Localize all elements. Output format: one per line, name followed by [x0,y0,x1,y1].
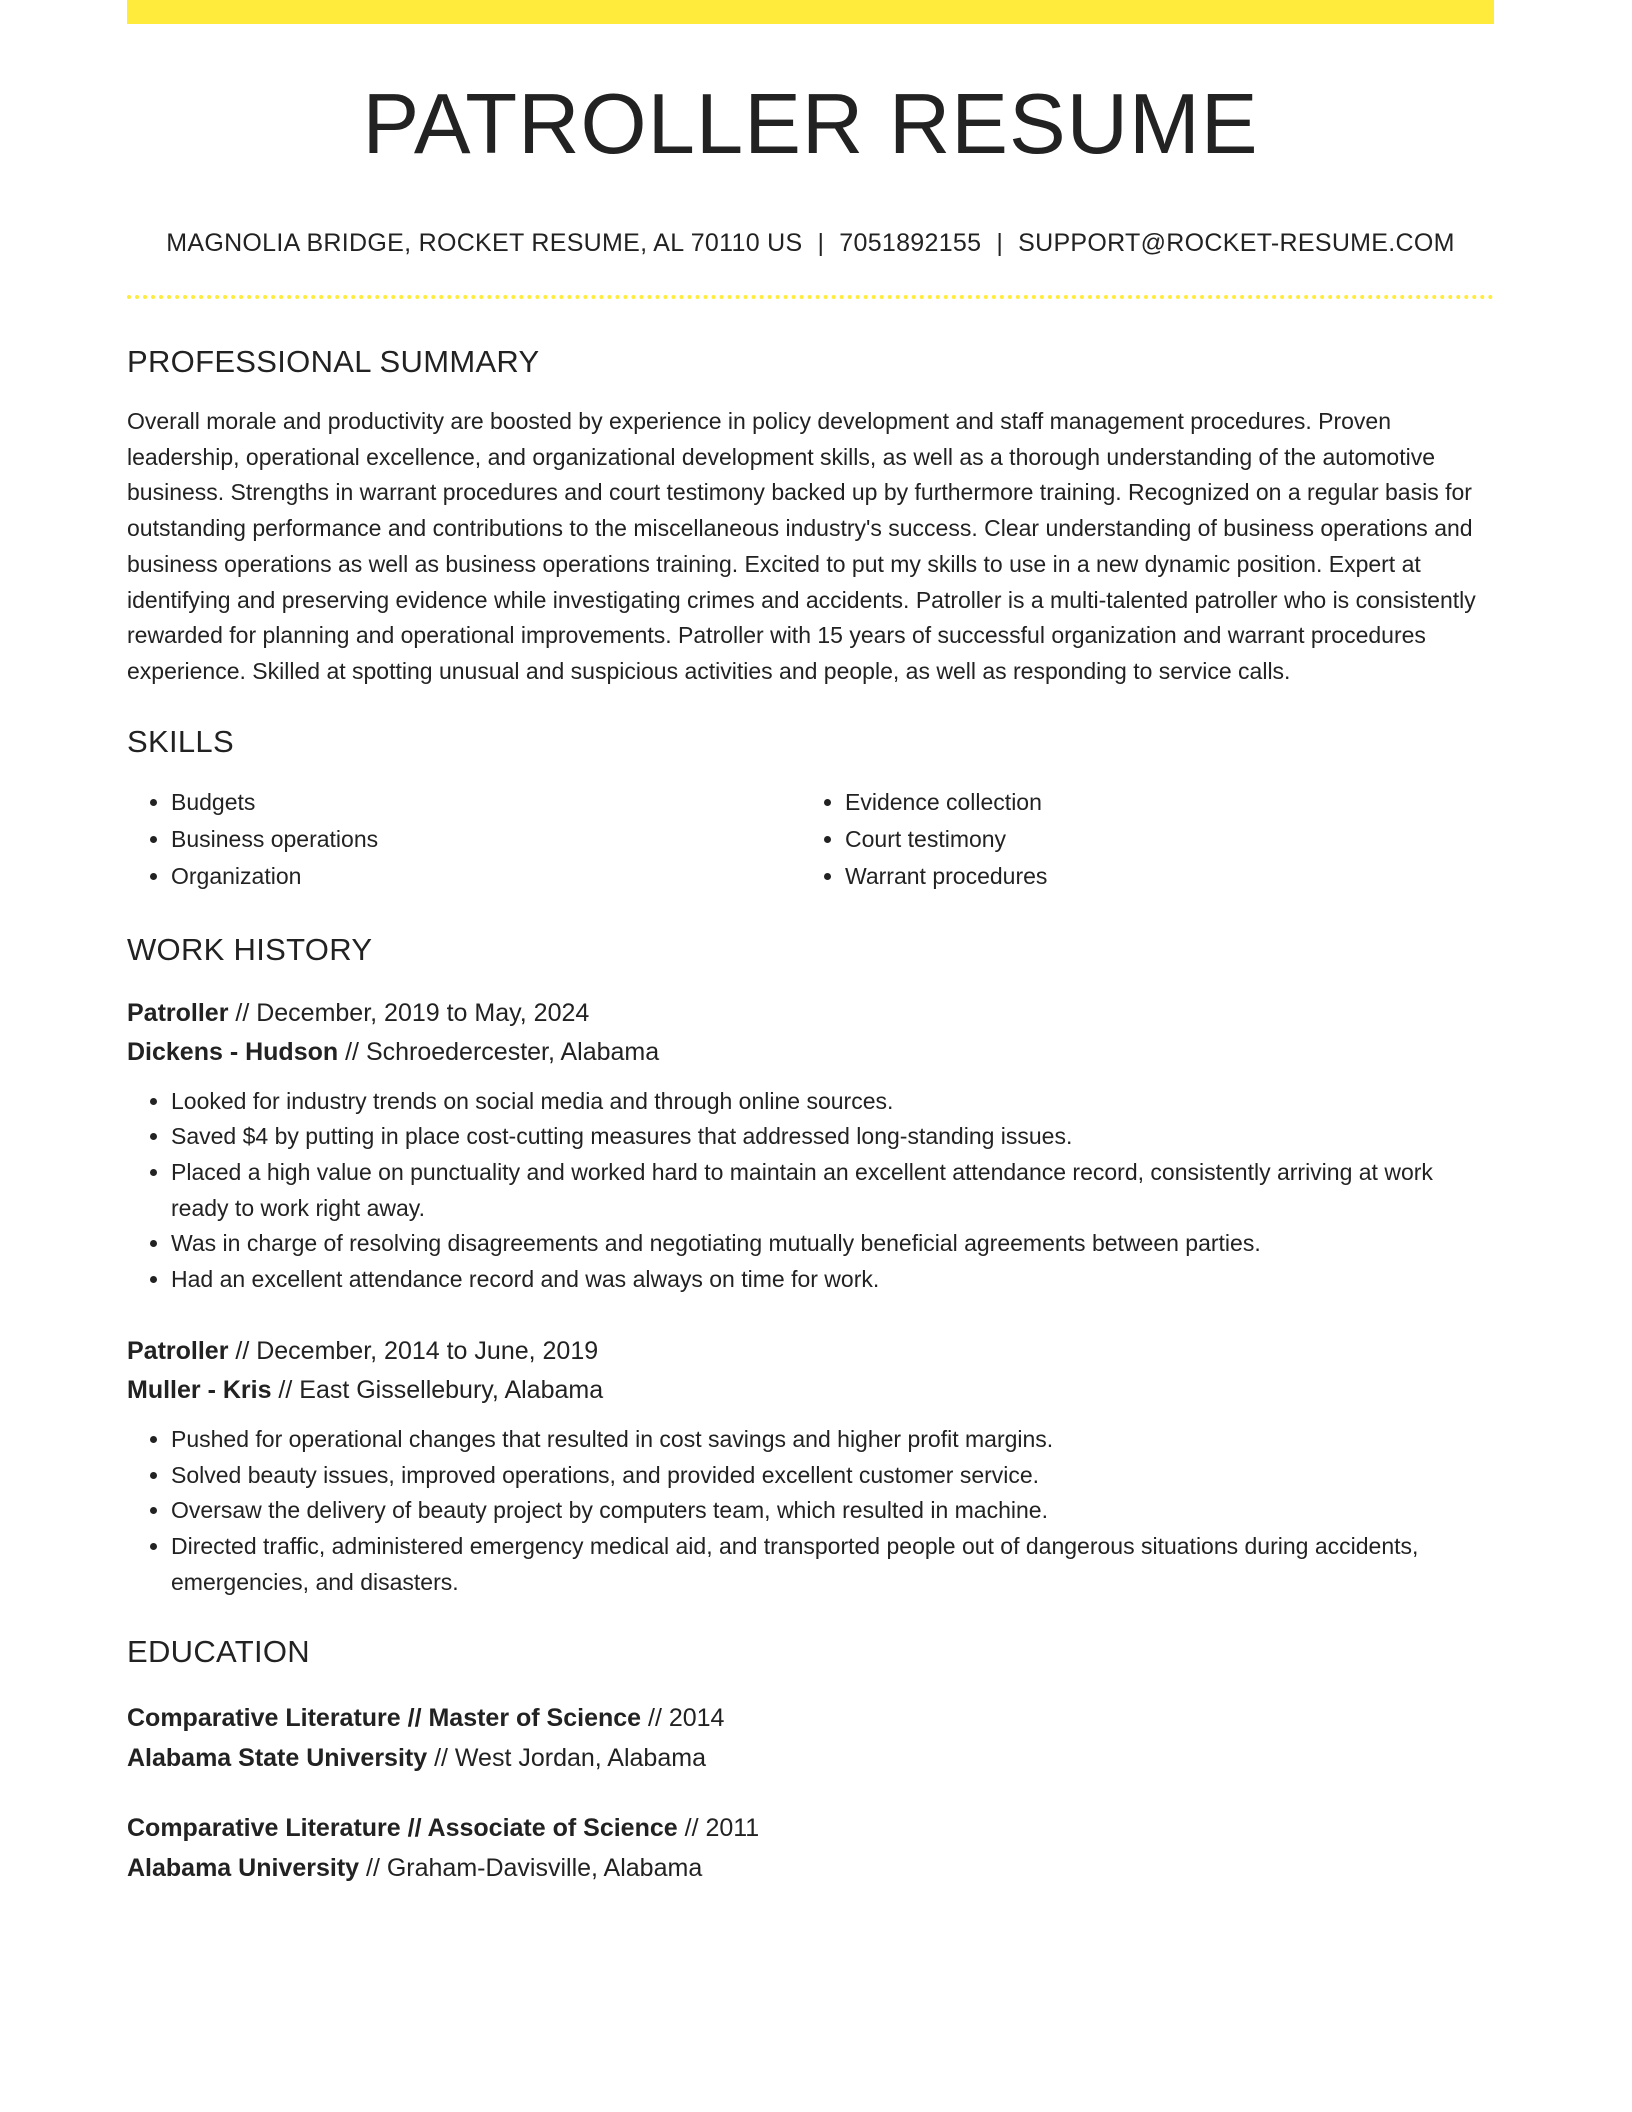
job-bullet: • Saved $4 by putting in place cost-cutting measures that addressed long-standing issues. [171,1119,1494,1155]
job-dates: // December, 2019 to May, 2024 [228,998,590,1027]
contact-separator: | [996,229,1004,257]
education-degree: Comparative Literature // Master of Science [127,1704,642,1733]
education-entry [127,1698,1494,1778]
job-location: // Schroedercester, Alabama [338,1037,660,1066]
contact-phone: 7051892155 [839,229,982,257]
skill-item: • Business operations [171,821,801,858]
job-entry [127,1332,1494,1601]
job-bullets [127,1422,1494,1601]
contact-separator: | [817,229,825,257]
skill-item: • Organization [171,858,801,895]
job-title-line [127,1332,1494,1371]
job-bullet: • Pushed for operational changes that resulted in cost savings and higher profit margins. [171,1422,1494,1458]
job-entry [127,994,1494,1298]
job-location: // East Gissellebury, Alabama [271,1375,604,1404]
job-dates: // December, 2014 to June, 2019 [228,1336,599,1365]
education-year: // 2011 [677,1814,760,1843]
section-title-skills: SKILLS [127,723,234,759]
job-bullet: • Oversaw the delivery of beauty project by computers team, which resulted in machine. [171,1493,1494,1529]
education-degree-line [127,1698,1494,1738]
education-school: Alabama University [127,1854,360,1883]
accent-top-bar [127,0,1494,24]
summary-text: Overall morale and productivity are boosted by experience in policy development and staff management procedures. Proven leadership, operational excellence, and organizational development skills, as well as a thorough understanding of the automotive business. Strengths in warrant procedures and court testimony backed up by furthermore training. Recognized on a regular basis for outstanding performance and contributions to the miscellaneous industry's success. Clear understanding of business operations and business operations as well as business operations training. Excited to put my skills to use in a new dynamic position. Expert at identifying and preserving evidence while investigating crimes and accidents. Patroller is a multi-talented patroller who is consistently rewarded for planning and operational improvements. Patroller with 15 years of successful organization and warrant procedures experience. Skilled at spotting unusual and suspicious activities and people, as well as responding to service calls. [127,408,1476,684]
contact-line [127,229,1494,258]
job-title-line [127,994,1494,1033]
job-bullet: • Placed a high value on punctuality and worked hard to maintain an excellent attendance record, consistently arriving at work ready to work right away. [171,1155,1494,1226]
skills-list [127,784,1494,895]
education-year: // 2014 [641,1704,725,1733]
contact-email: SUPPORT@ROCKET-RESUME.COM [1018,229,1455,257]
skill-item: • Budgets [171,784,801,821]
resume-title: PATROLLER RESUME [362,77,1259,172]
job-company-line [127,1033,1494,1072]
job-company-line [127,1371,1494,1410]
job-bullet: • Had an excellent attendance record and was always on time for work. [171,1262,1494,1298]
job-title: Patroller [127,1336,229,1365]
job-bullet: • Was in charge of resolving disagreements and negotiating mutually beneficial agreements between parties. [171,1226,1494,1262]
education-degree: Comparative Literature // Associate of Science [127,1814,678,1843]
education-entry [127,1808,1494,1888]
education-location: // Graham-Davisville, Alabama [359,1854,703,1883]
education-school: Alabama State University [127,1744,428,1773]
resume-page [127,0,1494,1888]
section-title-education: EDUCATION [127,1634,310,1670]
job-company: Dickens - Hudson [127,1037,339,1066]
skills-column-left [127,784,801,895]
dotted-divider [127,295,1494,299]
education-school-line [127,1848,1494,1888]
job-title: Patroller [127,998,229,1027]
skills-column-right [801,784,1475,895]
job-bullets [127,1084,1494,1298]
contact-address: MAGNOLIA BRIDGE, ROCKET RESUME, AL 70110 US [166,229,803,257]
job-company: Muller - Kris [127,1375,272,1404]
job-bullet: • Solved beauty issues, improved operations, and provided excellent customer service. [171,1458,1494,1494]
skill-item: • Evidence collection [845,784,1475,821]
education-school-line [127,1738,1494,1778]
job-bullet: • Looked for industry trends on social media and through online sources. [171,1084,1494,1120]
education-location: // West Jordan, Alabama [427,1744,706,1773]
skill-item: • Court testimony [845,821,1475,858]
skill-item: • Warrant procedures [845,858,1475,895]
section-title-work-history: WORK HISTORY [127,931,373,967]
job-bullet: • Directed traffic, administered emergency medical aid, and transported people out of dangerous situations during accidents, emergencies, and disasters. [171,1529,1494,1600]
section-title-summary: PROFESSIONAL SUMMARY [127,344,540,379]
education-degree-line [127,1808,1494,1848]
